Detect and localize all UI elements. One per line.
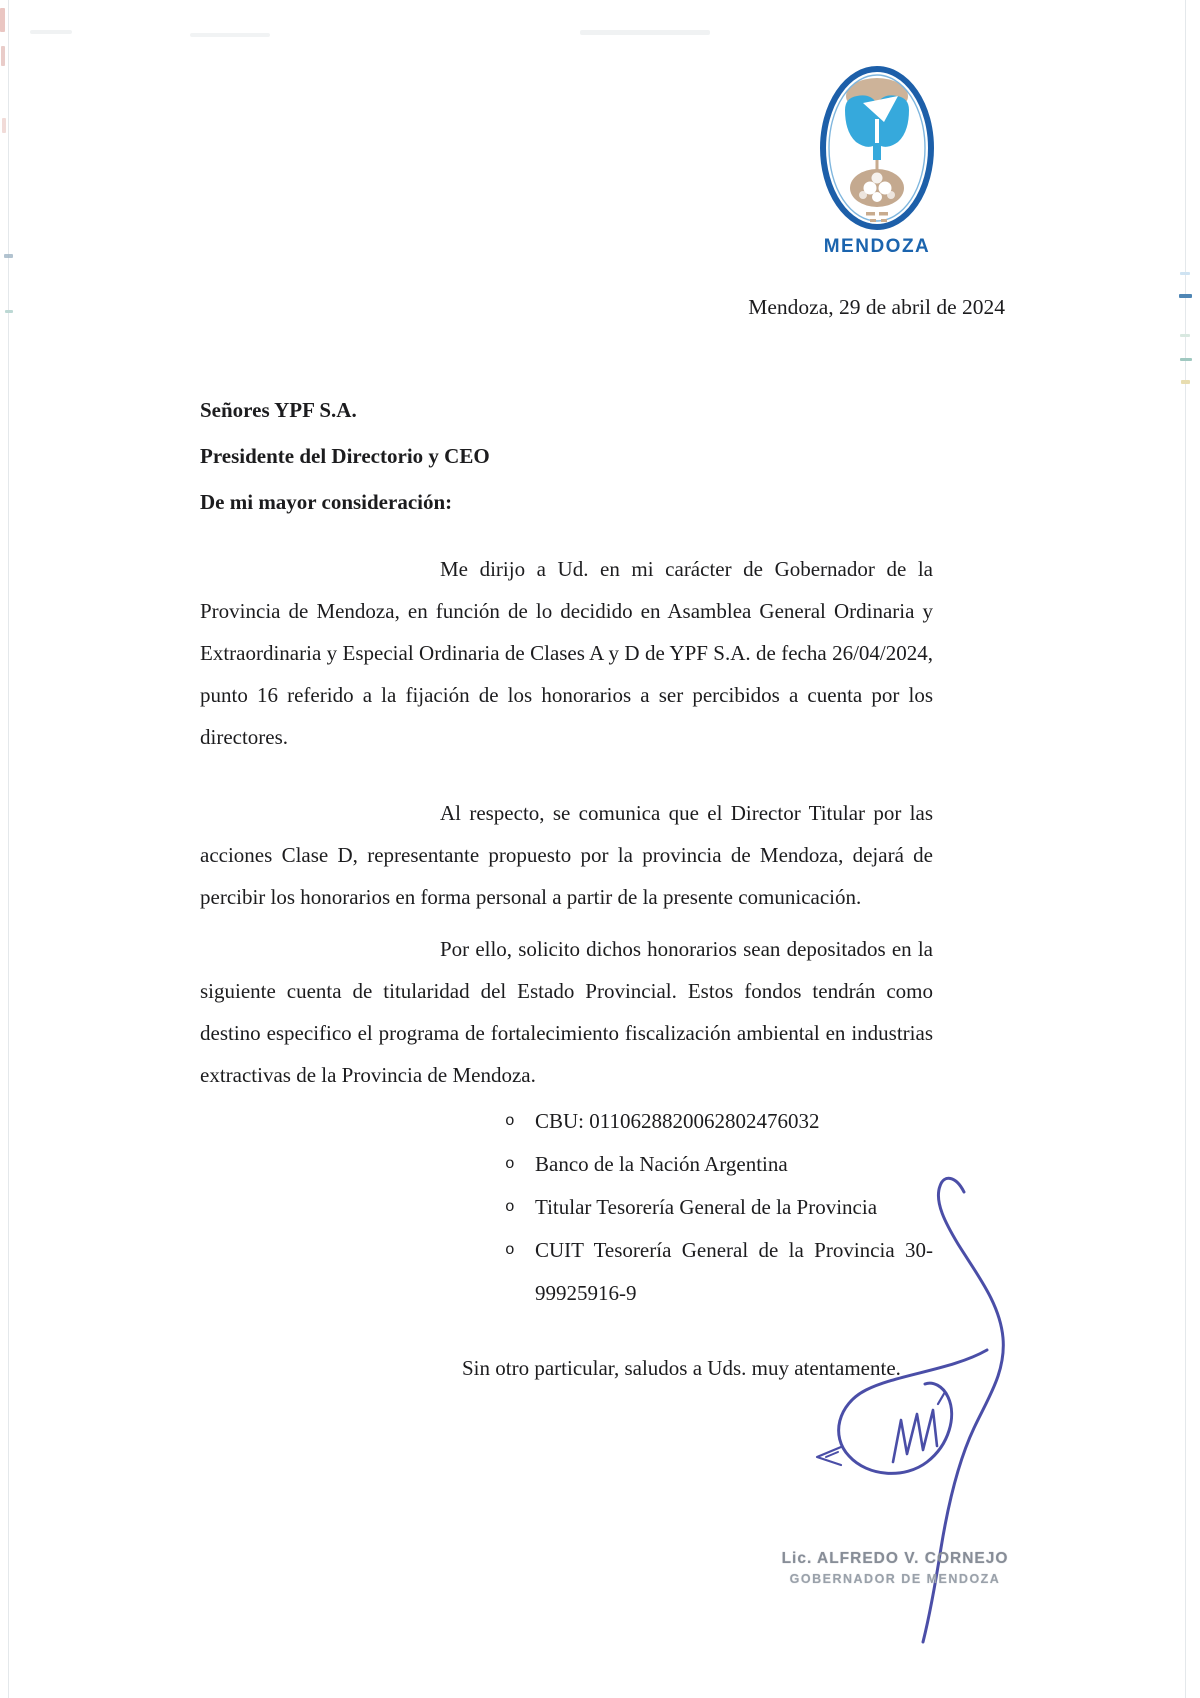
scan-artifact (4, 254, 13, 258)
signer-name: Lic. ALFREDO V. CORNEJO (781, 1550, 1009, 1567)
bullet-text-holder: Titular Tesorería General de la Provincia (535, 1195, 878, 1219)
list-item (505, 1100, 933, 1143)
closing-line: Sin otro particular, saludos a Uds. muy atentamente. (462, 1356, 901, 1380)
salutation: De mi mayor consideración: (200, 490, 453, 514)
bullet-marker-icon: o (505, 1198, 515, 1216)
recipient-line-1: Señores YPF S.A. (200, 398, 357, 422)
bullet-text-cuit: CUIT Tesorería General de la Provincia 30-99925916-9 (535, 1238, 933, 1305)
scan-artifact (1180, 334, 1190, 337)
scan-artifact (30, 30, 72, 34)
date-line: Mendoza, 29 de abril de 2024 (748, 295, 1005, 319)
scan-artifact (580, 30, 710, 35)
scan-artifact (1180, 358, 1192, 361)
paragraph-1: Me dirijo a Ud. en mi carácter de Gobernador de la Provincia de Mendoza, en función de lo decidido en Asamblea General Ordinaria y Extraordinaria y Especial Ordinaria de Clases A y D de YPF S.A. de fecha 26/04/2024, punto 16 referido a la fijación de los honorarios a ser percibidos a cuenta por los directores. (200, 557, 933, 749)
bullet-text-bank: Banco de la Nación Argentina (535, 1152, 788, 1176)
bullet-marker-icon: o (505, 1241, 515, 1259)
bullet-marker-icon: o (505, 1155, 515, 1173)
scan-artifact (190, 33, 270, 37)
mendoza-crest-icon (817, 64, 937, 234)
scan-artifact (5, 310, 13, 313)
signer-title: GOBERNADOR DE MENDOZA (789, 1572, 1001, 1586)
bullet-marker-icon: o (505, 1112, 515, 1130)
scan-artifact (1181, 380, 1190, 384)
scan-artifact (1, 46, 5, 66)
scan-artifact (1179, 294, 1192, 298)
scan-right-edge-line (1185, 0, 1186, 1698)
scan-artifact (0, 8, 5, 32)
recipient-line-2: Presidente del Directorio y CEO (200, 444, 490, 468)
bullet-text-cbu: CBU: 0110628820062802476032 (535, 1109, 820, 1133)
paragraph-2: Al respecto, se comunica que el Director Titular por las acciones Clase D, representante propuesto por la provincia de Mendoza, dejará de percibir los honorarios en forma personal a partir de la presente comunicación. (200, 801, 933, 909)
signature-block (760, 1550, 1030, 1586)
scan-artifact (1180, 272, 1190, 275)
logo-caption: MENDOZA (823, 236, 931, 257)
scan-artifact (2, 118, 6, 133)
paragraph-3: Por ello, solicito dichos honorarios sean depositados en la siguiente cuenta de titularidad del Estado Provincial. Estos fondos tendrán como destino especifico el programa de fortalecimiento fiscalización ambiental en industrias extractivas de la Provincia de Mendoza. (200, 937, 933, 1087)
